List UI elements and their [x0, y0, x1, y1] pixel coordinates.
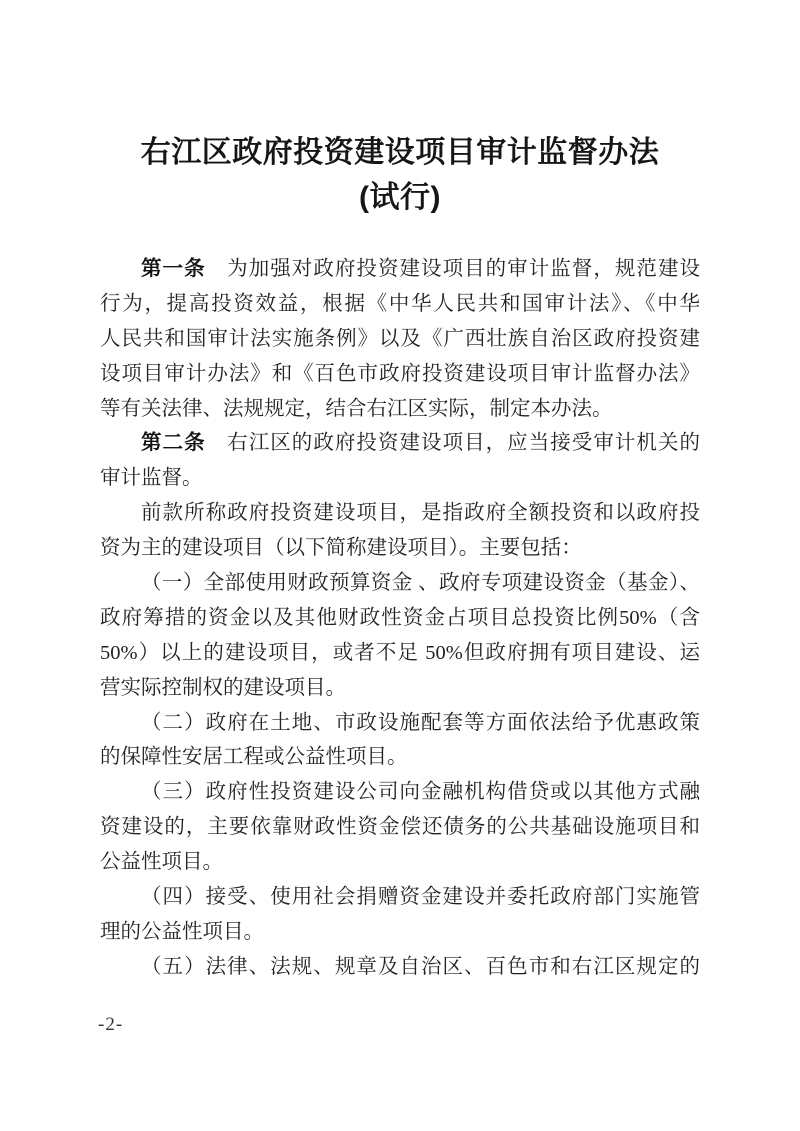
title-line-1: 右江区政府投资建设项目审计监督办法: [140, 136, 660, 169]
body-line: [100, 287, 700, 322]
body-line: [100, 322, 700, 357]
body-line-text: （三）政府性投资建设公司向金融机构借贷或以其他方式融: [141, 781, 700, 804]
body-line-text: 审计监督。: [100, 467, 203, 490]
body-line-text: 政府筹措的资金以及其他财政性资金占项目总投资比例50%（含: [100, 606, 700, 629]
article-number: 第一条: [141, 257, 206, 280]
body-line: [100, 915, 700, 950]
body-line-text: 的保障性安居工程或公益性项目。: [100, 746, 408, 769]
body-line-text: 右江区的政府投资建设项目，应当接受审计机关的: [205, 432, 700, 455]
body-line: [100, 392, 700, 427]
body-line: [100, 426, 700, 461]
body-line: [100, 566, 700, 601]
body-line-text: （四）接受、使用社会捐赠资金建设并委托政府部门实施管: [141, 886, 700, 909]
body-line-text: （二）政府在土地、市政设施配套等方面依法给予优惠政策: [141, 711, 700, 734]
body-line-text: 公益性项目。: [100, 851, 223, 874]
body-line-text: 人民共和国审计法实施条例》以及《广西壮族自治区政府投资建: [100, 327, 700, 350]
body-line: [100, 531, 700, 566]
body-line: [100, 706, 700, 741]
page-number: -2-: [98, 1014, 124, 1035]
body-line: [100, 810, 700, 845]
body-line-text: 行为，提高投资效益，根据《中华人民共和国审计法》、《中华: [100, 292, 700, 315]
title-line-2: (试行): [359, 181, 441, 214]
body-line-text: 营实际控制权的建设项目。: [100, 676, 346, 699]
body-line: [100, 775, 700, 810]
body-line: [100, 496, 700, 531]
body-line: [100, 252, 700, 287]
body-line: [100, 671, 700, 706]
body-line-text: 设项目审计办法》和《百色市政府投资建设项目审计监督办法》: [100, 362, 700, 385]
body-line-text: 资建设的，主要依靠财政性资金偿还债务的公共基础设施项目和: [100, 816, 700, 839]
body-line-text: 50%）以上的建设项目，或者不足 50%但政府拥有项目建设、运: [100, 641, 700, 664]
body-line-text: （五）法律、法规、规章及自治区、百色市和右江区规定的: [141, 955, 700, 978]
article-number: 第二条: [141, 431, 206, 455]
body-line: [100, 950, 700, 985]
body-line-text: 等有关法律、法规规定，结合右江区实际，制定本办法。: [100, 397, 613, 420]
body-line: [100, 357, 700, 392]
body-line: [100, 740, 700, 775]
document-body: [100, 252, 700, 985]
body-line-text: （一）全部使用财政预算资金 、政府专项建设资金（基金）、: [141, 572, 700, 595]
body-line-text: 资为主的建设项目（以下简称建设项目）。主要包括：: [100, 537, 582, 560]
body-line: [100, 845, 700, 880]
body-line-text: 理的公益性项目。: [100, 920, 264, 943]
body-line: [100, 601, 700, 636]
document-title: [0, 130, 800, 220]
body-line-text: 前款所称政府投资建设项目，是指政府全额投资和以政府投: [141, 502, 700, 525]
body-line: [100, 880, 700, 915]
body-line: [100, 636, 700, 671]
body-line: [100, 461, 700, 496]
body-line-text: 为加强对政府投资建设项目的审计监督，规范建设: [205, 258, 700, 280]
